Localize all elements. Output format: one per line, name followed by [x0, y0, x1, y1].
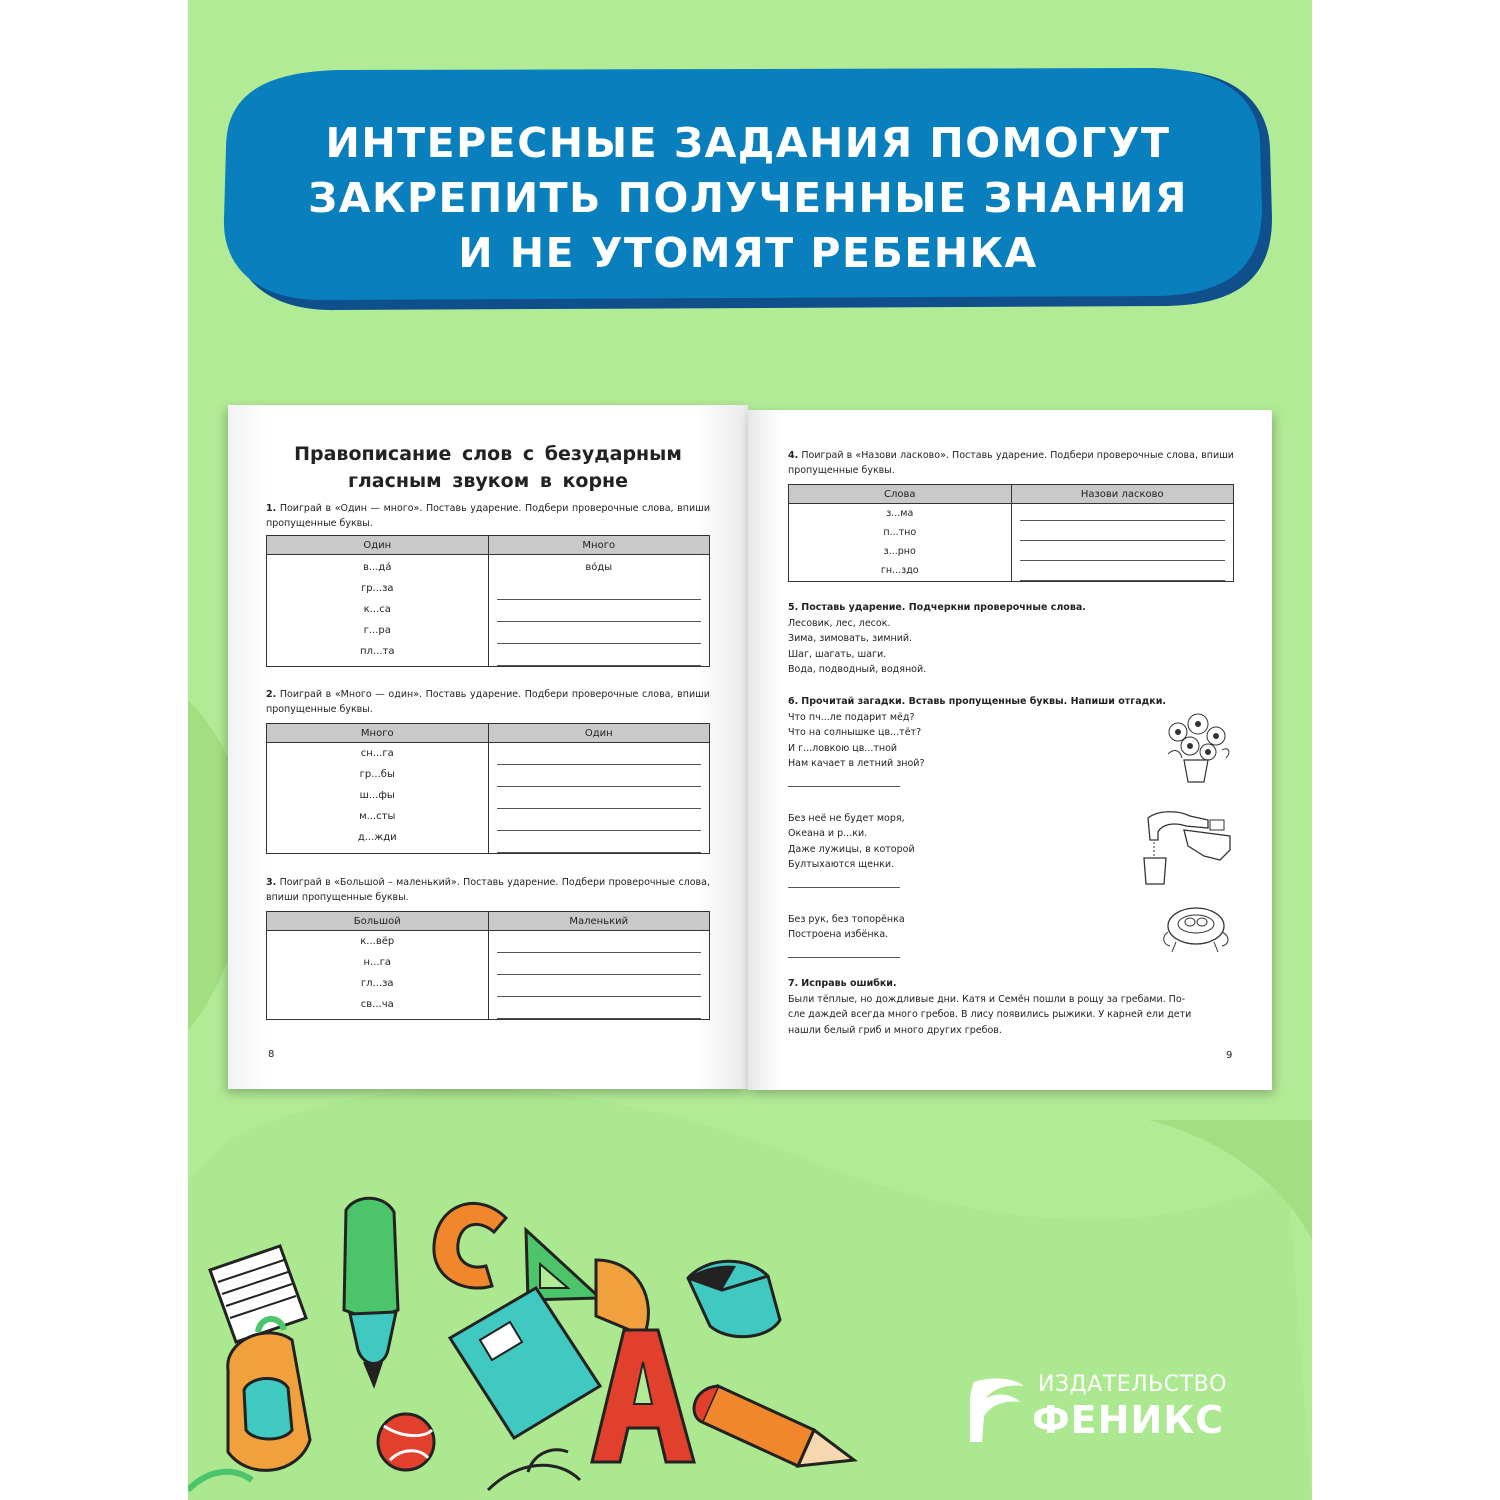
answer-line[interactable]: [497, 809, 702, 831]
answer-line[interactable]: [497, 765, 702, 787]
pen-icon: [344, 1198, 398, 1386]
task-6: 6. Прочитай загадки. Вставь пропущенные буквы. Напиши отгадки. Что пч...ле подарит мёд? Что на солнышке цв...тёт? И г...ловкою цв...тной Нам качает в летний зной? Без неё не будет моря, Океана и р...ки. Даже лужицы, в которой Бултыхаются щенки. Без рук, без топорёнка Построена избёнка.: [788, 694, 1234, 958]
column-header: Много: [488, 536, 710, 555]
answer-line[interactable]: [497, 931, 702, 953]
school-supplies-illustration: [188, 1190, 868, 1500]
word-item: з...рно: [883, 546, 916, 557]
answer-line[interactable]: [497, 743, 702, 765]
column-header: Большой: [267, 912, 489, 931]
left-page: [228, 405, 748, 1089]
nest-illustration: [1156, 896, 1236, 956]
logo-line-2: ФЕНИКС: [1032, 1398, 1225, 1442]
riddle-line: Что на солнышке цв...тёт?: [788, 727, 922, 738]
right-page: [748, 410, 1272, 1090]
answer-line[interactable]: [497, 975, 702, 997]
text-line: Зима, зимовать, зимний.: [788, 633, 913, 644]
pencil-icon: [694, 1386, 854, 1466]
answer-line[interactable]: [788, 772, 900, 787]
answer-line[interactable]: [1020, 504, 1226, 521]
faucet-illustration: [1138, 806, 1238, 886]
word-item: к...вёр: [360, 936, 395, 947]
answer-line[interactable]: [788, 943, 900, 958]
headline-line-1: ИНТЕРЕСНЫЕ ЗАДАНИЯ ПОМОГУТ: [325, 119, 1171, 167]
task-7: 7. Исправь ошибки. Были тёплые, но дождливые дни. Катя и Семён пошли в рощу за гребами. По- сле даждей всегда много гребов. В лису появились рыжики. У карней ели дети нашли белый гриб и много других гребов.: [788, 976, 1234, 1038]
task-4-table: [788, 484, 1234, 582]
word-item: гр...за: [360, 583, 394, 594]
task-4-text: 4. Поиграй в «Назови ласково». Поставь ударение. Подбери проверочные слова, впиши пропущенные буквы.: [788, 450, 1234, 476]
riddle-line: Нам качает в летний зной?: [788, 758, 925, 769]
protractor-icon: [596, 1260, 648, 1336]
column-header: Много: [267, 724, 489, 743]
riddle-line: И г...ловкою цв...тной: [788, 742, 898, 754]
publisher-logo: [964, 1372, 1264, 1452]
answer-line[interactable]: [1020, 541, 1226, 561]
logo-line-1: ИЗДАТЕЛЬСТВО: [1038, 1372, 1227, 1397]
word-item: г...ра: [363, 625, 391, 636]
open-workbook: [228, 405, 1274, 1095]
flowers-illustration: [1156, 710, 1236, 786]
notebook-icon: [450, 1288, 600, 1438]
letter-c-icon: [434, 1203, 506, 1288]
word-item: гл...за: [360, 978, 394, 989]
answer-line[interactable]: [497, 622, 702, 644]
word-item: к...са: [363, 604, 391, 615]
text-line: Вода, подводный, водяной.: [788, 664, 927, 675]
page-title: Правописание слов с безударным гласным звуком в корне: [294, 443, 682, 492]
word-item: в...да́: [363, 562, 392, 573]
riddle-line: Океана и р...ки.: [788, 828, 868, 839]
task-1-text: 1. Поиграй в «Один — много». Поставь ударение. Подбери проверочные слова, впиши пропущенные буквы.: [266, 503, 710, 529]
word-item: гн...здо: [880, 565, 919, 576]
column-header: Слова: [789, 485, 1012, 504]
word-item: н...га: [363, 957, 391, 968]
word-item: з...ма: [886, 508, 914, 519]
text-line: сле даждей всегда много гребов. В лису появились рыжики. У карней ели дети: [788, 1009, 1192, 1020]
eraser-icon: [688, 1261, 780, 1336]
word-item: м...сты: [359, 811, 396, 822]
word-item: гр...бы: [359, 769, 395, 780]
text-line: Шаг, шагать, шаги.: [788, 648, 887, 660]
answer-line[interactable]: [497, 953, 702, 975]
task-2-text: 2. Поиграй в «Много — один». Поставь ударение. Подбери проверочные слова, впиши пропущенные буквы.: [266, 689, 710, 715]
phoenix-logo-icon: [964, 1374, 1028, 1444]
page-number: 8: [268, 1049, 275, 1060]
text-line: Были тёплые, но дождливые дни. Катя и Семён пошли в рощу за гребами. По-: [788, 993, 1186, 1005]
column-header: Один: [267, 536, 489, 555]
answer-line[interactable]: [497, 600, 702, 622]
answer-line[interactable]: [497, 644, 702, 666]
word-item: д...жди: [357, 832, 397, 843]
answer-line[interactable]: [497, 997, 702, 1019]
task-1-table: [266, 535, 710, 667]
example-answer: во́ды: [585, 562, 613, 573]
answer-line[interactable]: [1020, 561, 1226, 581]
word-item: сн...га: [360, 748, 394, 759]
task-2-table: [266, 723, 710, 854]
riddle-line: Что пч...ле подарит мёд?: [788, 711, 915, 723]
task-3-table: [266, 911, 710, 1020]
answer-line[interactable]: [497, 787, 702, 809]
column-header: Один: [488, 724, 710, 743]
task-5: 5. Поставь ударение. Подчеркни проверочные слова. Лесовик, лес, лесок. Зима, зимовать, зимний. Шаг, шагать, шаги. Вода, подводный, водяной.: [788, 600, 1234, 678]
headline-line-3: И НЕ УТОМЯТ РЕБЕНКА: [458, 229, 1038, 277]
word-item: ш...фы: [359, 790, 395, 801]
riddle-line: Без неё не будет моря,: [788, 812, 905, 824]
answer-line[interactable]: [497, 831, 702, 853]
text-line: Лесовик, лес, лесок.: [788, 617, 891, 629]
task-3-text: 3. Поиграй в «Большой – маленький». Поставь ударение. Подбери проверочные слова, впиши пропущенные буквы.: [266, 877, 710, 903]
ball-icon: [378, 1414, 434, 1470]
answer-line[interactable]: [497, 578, 702, 600]
headline-banner: [218, 68, 1278, 312]
text-line: нашли белый гриб и много других гребов.: [788, 1024, 1002, 1036]
letter-a-icon: [592, 1330, 694, 1462]
backpack-icon: [228, 1319, 310, 1470]
column-header: Назови ласково: [1011, 485, 1234, 504]
word-item: пл...та: [360, 646, 395, 657]
word-item: п...тно: [883, 527, 917, 538]
promo-panel: [188, 0, 1312, 1500]
riddle-line: Бултыхаются щенки.: [788, 859, 895, 870]
column-header: Маленький: [488, 912, 710, 931]
answer-line[interactable]: [1020, 521, 1226, 541]
headline-line-2: ЗАКРЕПИТЬ ПОЛУЧЕННЫЕ ЗНАНИЯ: [308, 174, 1188, 222]
word-item: св...ча: [360, 999, 394, 1010]
riddle-line: Построена избёнка.: [788, 929, 889, 940]
page-number: 9: [1226, 1050, 1233, 1061]
riddle-line: Без рук, без топорёнка: [788, 913, 905, 925]
riddle-line: Даже лужицы, в которой: [788, 843, 915, 855]
answer-line[interactable]: [788, 873, 900, 888]
